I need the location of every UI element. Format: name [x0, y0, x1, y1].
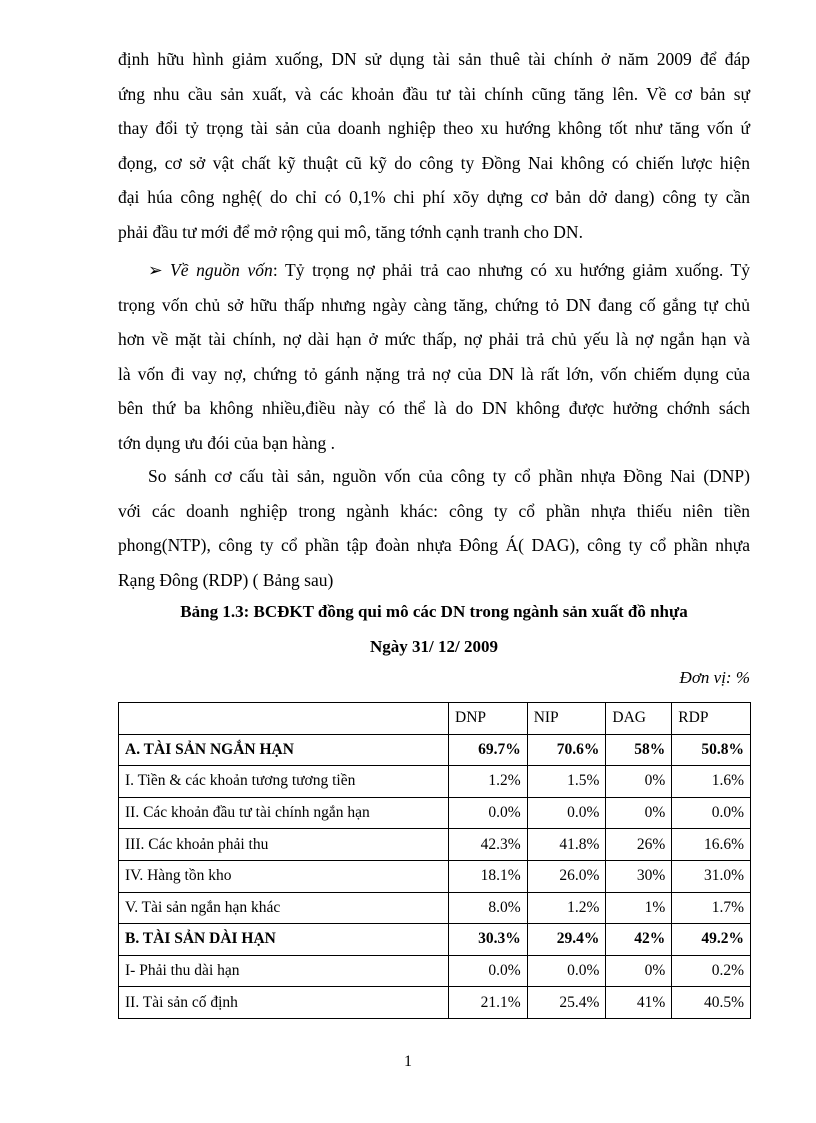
cell-rdp: 1.6% [672, 766, 751, 798]
paragraph-funding [118, 253, 750, 460]
text-line: là vốn đi vay nợ, chứng tỏ gánh nặng trả nợ của DN là rất lớn, vốn chiếm dụng của [118, 363, 750, 384]
text-line: Rạng Đông (RDP) ( Bảng sau) [118, 569, 334, 590]
text-line: tớn dụng ưu đói của bạn hàng . [118, 432, 336, 453]
cell-dag: 42% [606, 924, 672, 956]
cell-nip: 29.4% [527, 924, 606, 956]
paragraph-assets [118, 42, 750, 249]
cell-dnp: 42.3% [449, 829, 528, 861]
table-row [119, 955, 751, 987]
text-line: định hữu hình giảm xuống, DN sử dụng tài sản thuê tài chính ở năm 2009 để đáp [118, 49, 750, 69]
cell-nip: 0.0% [527, 955, 606, 987]
table-row [119, 860, 751, 892]
header-cell: DNP [449, 703, 528, 735]
table-row [119, 797, 751, 829]
cell-dag: 0% [606, 955, 672, 987]
cell-dnp: 0.0% [449, 955, 528, 987]
page-number: 1 [404, 1053, 412, 1070]
row-label: I- Phải thu dài hạn [119, 955, 449, 987]
cell-rdp: 16.6% [672, 829, 751, 861]
cell-dnp: 0.0% [449, 797, 528, 829]
table-title: Bảng 1.3: BCĐKT đồng qui mô các DN trong ngành sản xuất đồ nhựa [180, 602, 688, 621]
cell-nip: 1.2% [527, 892, 606, 924]
cell-dag: 1% [606, 892, 672, 924]
table-row [119, 892, 751, 924]
table-row [119, 734, 751, 766]
header-cell [119, 703, 449, 735]
text-line [118, 253, 750, 288]
row-label: II. Các khoản đầu tư tài chính ngắn hạn [119, 797, 449, 829]
cell-dag: 0% [606, 766, 672, 798]
cell-nip: 1.5% [527, 766, 606, 798]
cell-dag: 58% [606, 734, 672, 766]
balance-sheet-table [118, 702, 751, 1019]
row-label: A. TÀI SẢN NGẮN HẠN [119, 734, 449, 766]
cell-rdp: 0.2% [672, 955, 751, 987]
table-row [119, 766, 751, 798]
header-cell: NIP [527, 703, 606, 735]
cell-dnp: 21.1% [449, 987, 528, 1019]
text-line: với các doanh nghiệp trong ngành khác: công ty cổ phần nhựa thiếu niên tiền [118, 500, 750, 521]
arrow-bullet-icon: ➢ [148, 260, 163, 280]
section-label: Về nguồn vốn [170, 260, 273, 280]
text-line: hơn về mặt tài chính, nợ dài hạn ở mức thấp, nợ phải trả chủ yếu là nợ ngắn hạn và [118, 329, 750, 349]
text-line: So sánh cơ cấu tài sản, nguồn vốn của công ty cổ phần nhựa Đồng Nai (DNP) [148, 466, 750, 486]
text-line: bên thứ ba không nhiều,điều này có thể là do DN không được hưởng chớnh sách [118, 398, 750, 418]
cell-rdp: 0.0% [672, 797, 751, 829]
text-line: phải đầu tư mới để mở rộng qui mô, tăng tớnh cạnh tranh cho DN. [118, 221, 583, 242]
header-cell: RDP [672, 703, 751, 735]
text-line: trọng vốn chủ sở hữu thấp nhưng ngày càng tăng, chứng tỏ DN đang cố gắng tự chủ [118, 294, 750, 315]
cell-rdp: 1.7% [672, 892, 751, 924]
table-header-row [119, 703, 751, 735]
cell-dag: 26% [606, 829, 672, 861]
row-label: II. Tài sản cố định [119, 987, 449, 1019]
row-label: B. TÀI SẢN DÀI HẠN [119, 924, 449, 956]
table-row [119, 829, 751, 861]
cell-dag: 41% [606, 987, 672, 1019]
text-line: thay đổi tỷ trọng tài sản của doanh nghiệp theo xu hướng không tốt như tăng vốn ứ [118, 118, 750, 138]
header-cell: DAG [606, 703, 672, 735]
table-date: Ngày 31/ 12/ 2009 [370, 637, 498, 656]
cell-dnp: 8.0% [449, 892, 528, 924]
unit-label: Đơn vị: % [679, 668, 750, 687]
table-row [119, 987, 751, 1019]
cell-rdp: 49.2% [672, 924, 751, 956]
cell-nip: 26.0% [527, 860, 606, 892]
paragraph-comparison [118, 459, 750, 597]
cell-nip: 0.0% [527, 797, 606, 829]
table-row [119, 924, 751, 956]
cell-dnp: 18.1% [449, 860, 528, 892]
cell-dnp: 69.7% [449, 734, 528, 766]
cell-rdp: 50.8% [672, 734, 751, 766]
text-line: phong(NTP), công ty cổ phần tập đoàn nhựa Đông Á( DAG), công ty cổ phần nhựa [118, 535, 750, 555]
row-label: V. Tài sản ngắn hạn khác [119, 892, 449, 924]
row-label: I. Tiền & các khoản tương tương tiền [119, 766, 449, 798]
text-line: đọng, cơ sở vật chất kỹ thuật cũ kỹ do công ty Đồng Nai không có chiến lược hiện [118, 152, 750, 173]
cell-dag: 30% [606, 860, 672, 892]
cell-dag: 0% [606, 797, 672, 829]
cell-dnp: 30.3% [449, 924, 528, 956]
cell-nip: 70.6% [527, 734, 606, 766]
cell-rdp: 31.0% [672, 860, 751, 892]
cell-rdp: 40.5% [672, 987, 751, 1019]
cell-nip: 25.4% [527, 987, 606, 1019]
text-fragment: : Tỷ trọng nợ phải trả cao nhưng có xu hướng giảm xuống. Tỷ [272, 260, 750, 280]
text-line: đại húa công nghệ( do chỉ có 0,1% chi phí xõy dựng cơ bản dở dang) công ty cần [118, 187, 750, 207]
row-label: IV. Hàng tồn kho [119, 860, 449, 892]
text-line: ứng nhu cầu sản xuất, và các khoản đầu tư tài chính cũng tăng lên. Về cơ bản sự [118, 83, 750, 104]
row-label: III. Các khoản phải thu [119, 829, 449, 861]
cell-dnp: 1.2% [449, 766, 528, 798]
cell-nip: 41.8% [527, 829, 606, 861]
